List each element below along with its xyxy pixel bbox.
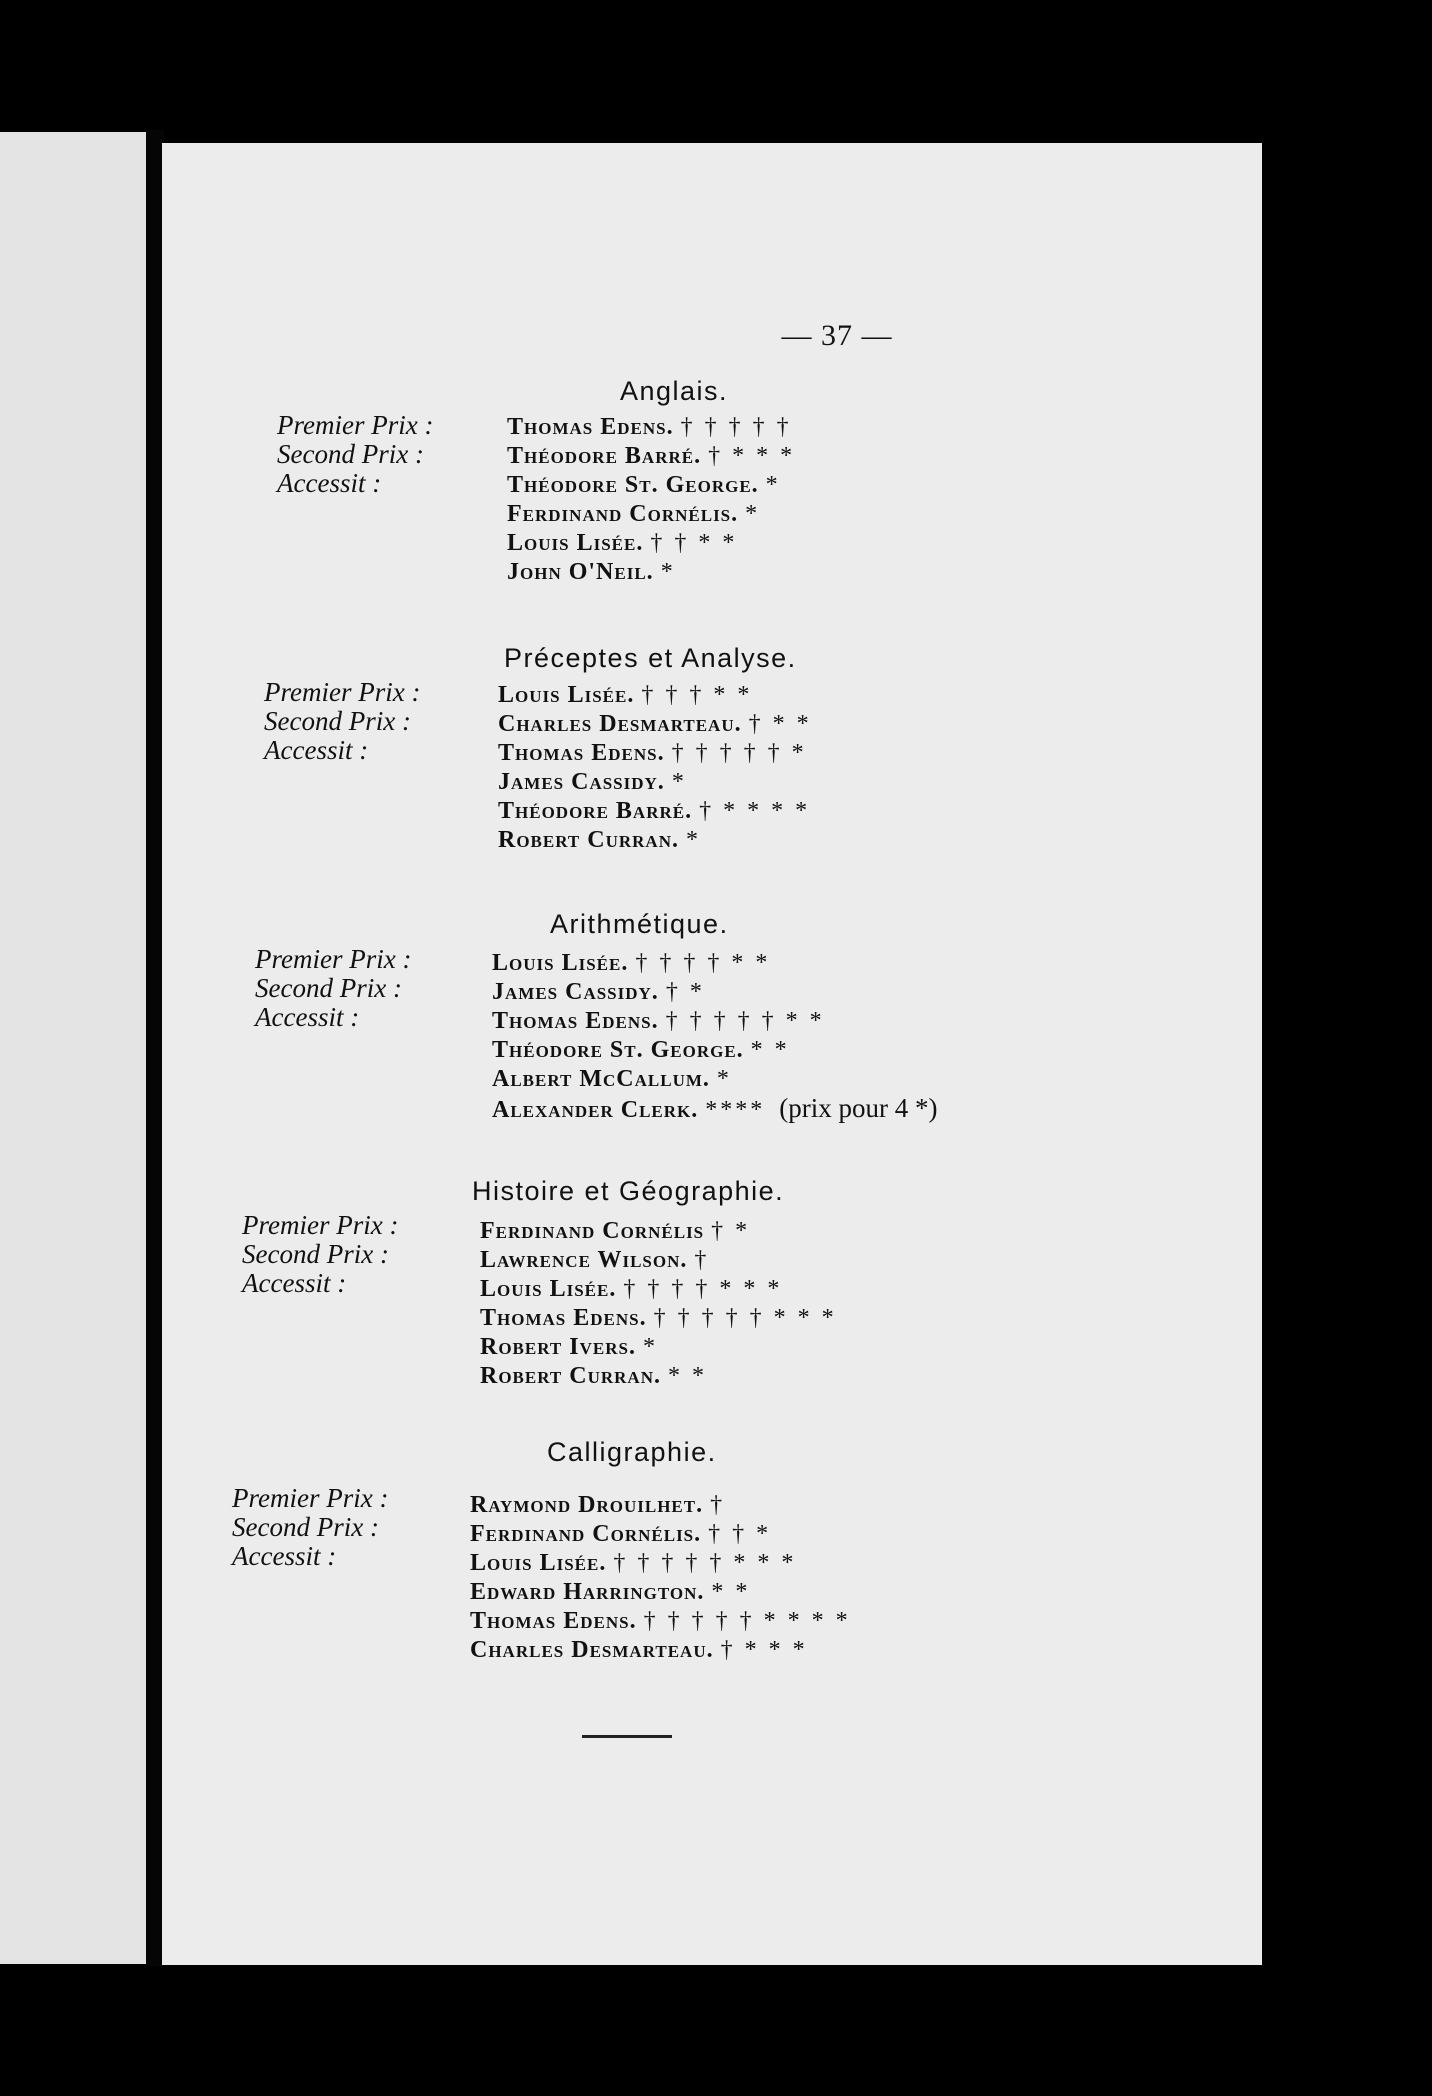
label-accessit: Accessit : xyxy=(264,735,369,765)
student-name: Robert Curran. xyxy=(498,827,679,853)
student-name: Louis Lisée. xyxy=(470,1550,607,1576)
facing-page-edge xyxy=(0,132,148,1964)
book-page xyxy=(162,143,1262,1965)
student-name: Thomas Edens. xyxy=(507,414,674,440)
merit-marks: † † * xyxy=(708,1521,772,1547)
merit-marks: * xyxy=(685,827,701,853)
list-item xyxy=(480,1246,837,1275)
student-name: James Cassidy. xyxy=(492,979,659,1005)
student-name: Louis Lisée. xyxy=(498,682,635,708)
section-entries xyxy=(480,1217,837,1391)
student-name: Thomas Edens. xyxy=(498,740,665,766)
closing-rule xyxy=(582,1735,672,1738)
list-item xyxy=(507,471,795,500)
list-item xyxy=(470,1549,851,1578)
label-premier-prix: Premier Prix : xyxy=(232,1483,389,1513)
student-name: Théodore Barré. xyxy=(498,798,693,824)
student-name: Théodore St. George. xyxy=(492,1037,744,1063)
list-item xyxy=(498,739,812,768)
list-item xyxy=(470,1520,851,1549)
list-item xyxy=(470,1607,851,1636)
section-entries xyxy=(507,413,795,587)
list-item xyxy=(498,797,812,826)
list-item xyxy=(492,1094,937,1125)
list-item xyxy=(470,1636,851,1665)
list-item xyxy=(492,1065,937,1094)
merit-marks: † † † † † * * xyxy=(665,1008,825,1034)
list-item xyxy=(507,413,795,442)
merit-marks: † † † † † * xyxy=(671,740,807,766)
merit-marks: * * xyxy=(750,1037,790,1063)
student-name: Louis Lisée. xyxy=(507,530,644,556)
prize-labels xyxy=(264,678,420,765)
section-entries xyxy=(498,681,812,855)
list-item xyxy=(470,1491,851,1520)
student-name: Thomas Edens. xyxy=(470,1608,637,1634)
merit-marks: † † † † * * * xyxy=(623,1276,783,1302)
list-item xyxy=(498,681,812,710)
merit-marks: **** xyxy=(705,1097,766,1123)
merit-marks: * xyxy=(745,501,761,527)
student-name: Ferdinand Cornélis. xyxy=(470,1521,702,1547)
merit-marks: † † † * * xyxy=(641,682,753,708)
student-name: Charles Desmarteau. xyxy=(470,1637,714,1663)
merit-marks: † † † † † * * * xyxy=(653,1305,837,1331)
list-item xyxy=(492,949,937,978)
merit-marks: † * * * xyxy=(720,1637,808,1663)
student-name: Thomas Edens. xyxy=(492,1008,659,1034)
merit-marks: * xyxy=(716,1066,732,1092)
merit-marks: † † † † † xyxy=(680,414,792,440)
label-second-prix: Second Prix : xyxy=(242,1239,389,1269)
list-item xyxy=(498,768,812,797)
merit-marks: † † † † † * * * * xyxy=(643,1608,851,1634)
list-item xyxy=(498,826,812,855)
student-name: Alexander Clerk. xyxy=(492,1097,699,1123)
merit-marks: † * * xyxy=(748,711,812,737)
section-title-histoire-et-geographie: Histoire et Géographie. xyxy=(472,1176,785,1206)
student-name: Robert Curran. xyxy=(480,1363,661,1389)
merit-marks: † † † † † * * * xyxy=(613,1550,797,1576)
section-title-arithmetique: Arithmétique. xyxy=(550,909,729,939)
student-name: James Cassidy. xyxy=(498,769,665,795)
page-number: — 37 — xyxy=(781,319,893,352)
list-item xyxy=(480,1217,837,1246)
list-item xyxy=(492,1036,937,1065)
label-accessit: Accessit : xyxy=(277,468,382,498)
merit-marks: † † * * xyxy=(650,530,738,556)
merit-marks: * * xyxy=(667,1363,707,1389)
label-second-prix: Second Prix : xyxy=(277,439,424,469)
merit-marks: † * xyxy=(665,979,705,1005)
merit-marks: * xyxy=(671,769,687,795)
list-item xyxy=(480,1304,837,1333)
student-name: Thomas Edens. xyxy=(480,1305,647,1331)
student-name: Ferdinand Cornélis xyxy=(480,1218,705,1244)
list-item xyxy=(480,1362,837,1391)
list-item xyxy=(492,1007,937,1036)
student-name: Ferdinand Cornélis. xyxy=(507,501,739,527)
label-accessit: Accessit : xyxy=(255,1002,360,1032)
list-item xyxy=(470,1578,851,1607)
merit-marks: * xyxy=(765,472,781,498)
student-name: John O'Neil. xyxy=(507,559,654,585)
merit-marks: * xyxy=(660,559,676,585)
section-entries xyxy=(492,949,937,1125)
label-premier-prix: Premier Prix : xyxy=(277,410,434,440)
label-second-prix: Second Prix : xyxy=(232,1512,379,1542)
section-entries xyxy=(470,1491,851,1665)
merit-marks: † † † † * * xyxy=(635,950,771,976)
prize-labels xyxy=(232,1484,388,1571)
student-name: Albert McCallum. xyxy=(492,1066,710,1092)
prize-labels xyxy=(242,1211,398,1298)
list-item xyxy=(498,710,812,739)
label-second-prix: Second Prix : xyxy=(264,706,411,736)
student-name: Edward Harrington. xyxy=(470,1579,705,1605)
merit-marks: † xyxy=(710,1492,726,1518)
list-item xyxy=(492,978,937,1007)
student-name: Raymond Drouilhet. xyxy=(470,1492,704,1518)
label-accessit: Accessit : xyxy=(232,1541,337,1571)
label-second-prix: Second Prix : xyxy=(255,973,402,1003)
label-premier-prix: Premier Prix : xyxy=(242,1210,399,1240)
label-premier-prix: Premier Prix : xyxy=(264,677,421,707)
list-item xyxy=(507,442,795,471)
student-name: Robert Ivers. xyxy=(480,1334,636,1360)
merit-marks: * xyxy=(642,1334,658,1360)
student-name: Louis Lisée. xyxy=(480,1276,617,1302)
merit-marks: † * * * * xyxy=(699,798,811,824)
list-item xyxy=(480,1275,837,1304)
student-name: Théodore St. George. xyxy=(507,472,759,498)
list-item xyxy=(507,529,795,558)
merit-marks: † * xyxy=(711,1218,751,1244)
student-name: Louis Lisée. xyxy=(492,950,629,976)
list-item xyxy=(480,1333,837,1362)
list-item xyxy=(507,558,795,587)
merit-marks: * * xyxy=(711,1579,751,1605)
student-name: Théodore Barré. xyxy=(507,443,702,469)
section-title-calligraphie: Calligraphie. xyxy=(547,1437,717,1467)
merit-marks: † * * * xyxy=(708,443,796,469)
prize-note: (prix pour 4 *) xyxy=(779,1093,938,1123)
label-premier-prix: Premier Prix : xyxy=(255,944,412,974)
prize-labels xyxy=(255,945,411,1032)
list-item xyxy=(507,500,795,529)
label-accessit: Accessit : xyxy=(242,1268,347,1298)
student-name: Lawrence Wilson. xyxy=(480,1247,688,1273)
prize-labels xyxy=(277,411,433,498)
section-title-anglais: Anglais. xyxy=(620,376,729,406)
section-title-preceptes-et-analyse: Préceptes et Analyse. xyxy=(504,643,797,673)
student-name: Charles Desmarteau. xyxy=(498,711,742,737)
merit-marks: † xyxy=(694,1247,710,1273)
